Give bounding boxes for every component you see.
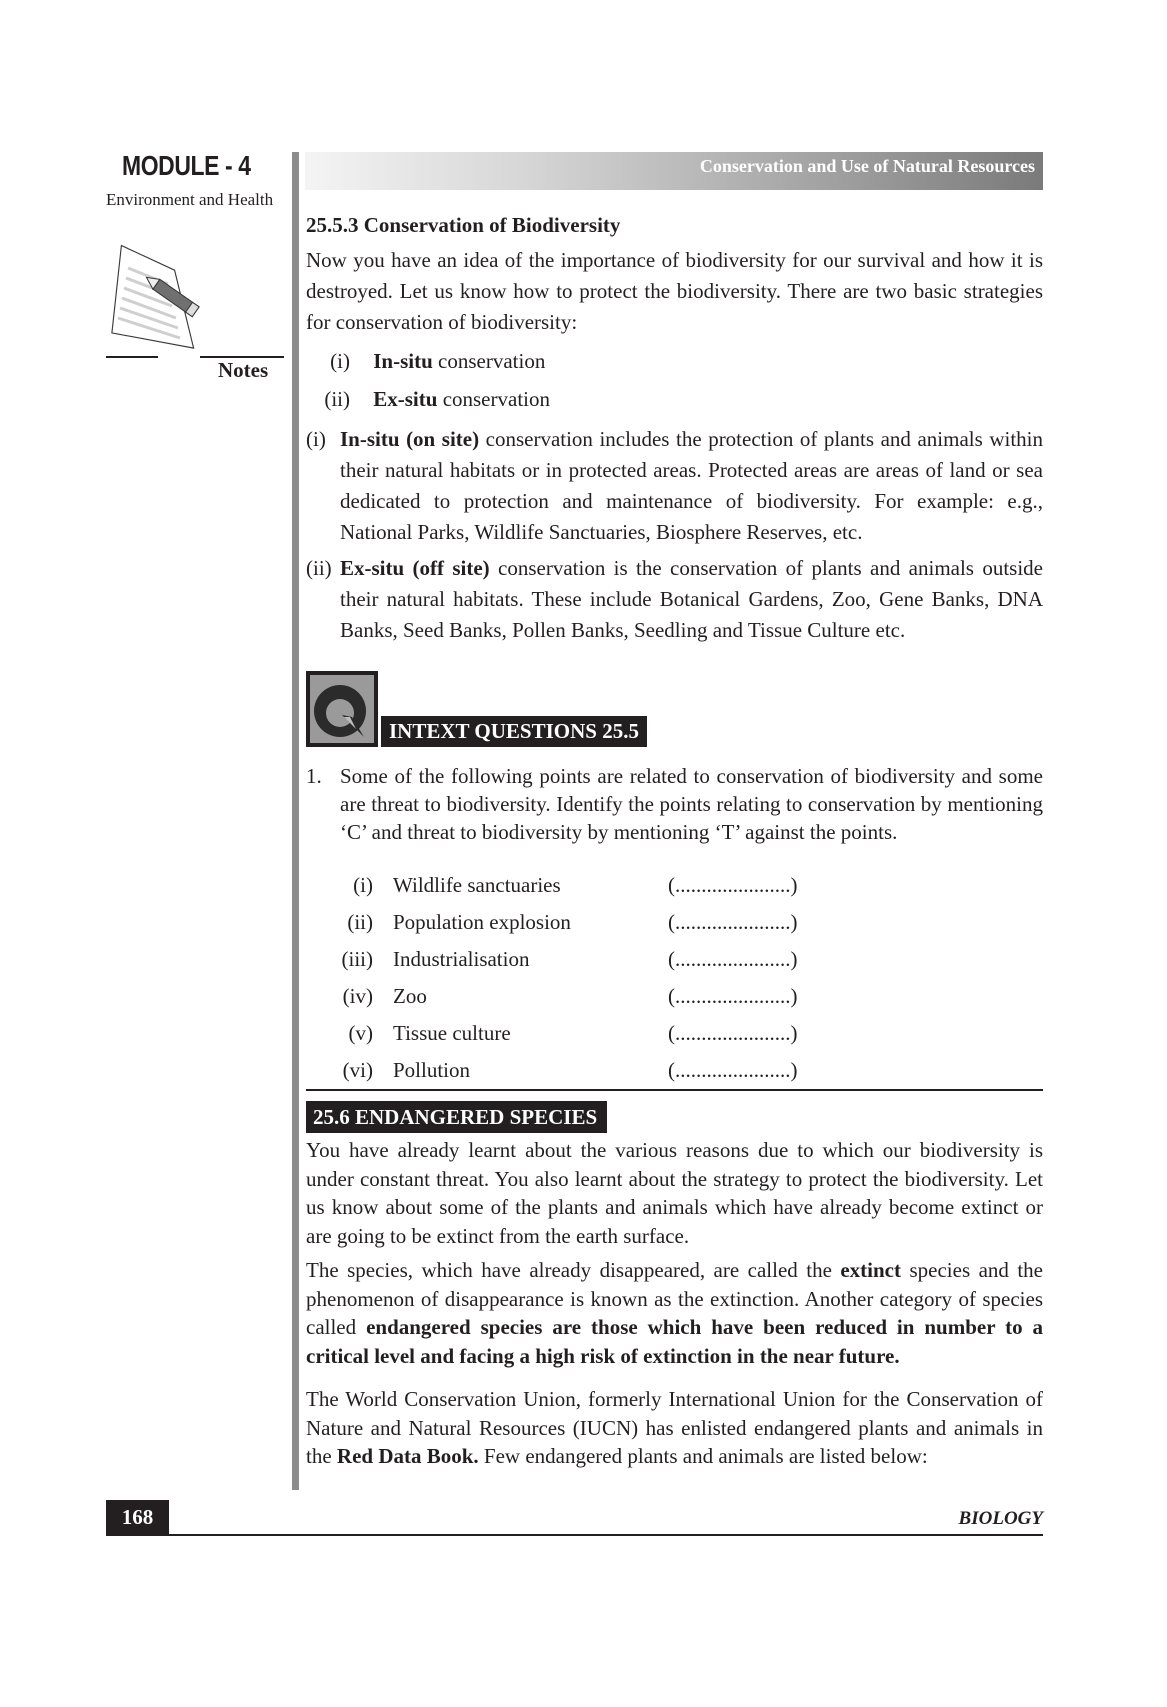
intext-questions-title: INTEXT QUESTIONS 25.5: [381, 716, 647, 747]
answer-blank[interactable]: (......................): [668, 1058, 798, 1082]
question-1: [306, 762, 1043, 846]
paragraph-text: You have already learnt about the various reasons due to which our biodiversity is under constant threat. You also learnt about the strategy to protect the biodiversity. Let us know about some of the plants and animals which have already become extinct or are going to be extinct from the earth surface.: [306, 1138, 1043, 1248]
answer-blank[interactable]: (......................): [668, 1021, 798, 1045]
answer-num: (vi): [342, 1058, 373, 1082]
footer-rule: [106, 1534, 1043, 1536]
text-run: Few endangered plants and animals are listed below:: [478, 1444, 928, 1468]
question-num: 1.: [306, 764, 322, 788]
intro-text: Now you have an idea of the importance of biodiversity for our survival and how it is destroyed. Let us know how to protect the biodiversity. There are two basic strategies for conservation of biodiversity:: [306, 248, 1043, 334]
notes-divider-left: [106, 356, 158, 358]
definition-num: (ii): [306, 556, 332, 580]
strategy-item: [306, 387, 550, 412]
definition-in-situ: [306, 424, 1043, 548]
strategy-term: Ex-situ: [373, 387, 438, 411]
definition-body: conservation is the conservation of plants and animals outside their natural habitats. These include Botanical Gardens, Zoo, Gene Banks, DNA Banks, Seed Banks, Pollen Banks, Seedling and Tissue Culture etc.: [340, 556, 1043, 642]
definition-ex-situ: [306, 553, 1043, 646]
strategy-rest: conservation: [432, 349, 546, 373]
answer-num: (iv): [342, 984, 373, 1008]
answer-label: Population explosion: [393, 910, 571, 934]
definition-term: Ex-situ (off site): [340, 556, 490, 580]
answer-blank[interactable]: (......................): [668, 984, 798, 1008]
answer-num: (ii): [347, 910, 373, 934]
strategy-rest: conservation: [437, 387, 550, 411]
strategy-num: (ii): [324, 387, 350, 411]
intro-paragraph: [306, 245, 1043, 338]
text-run: species and the phenomenon of disappearance is known as the extinction. Another category of species called: [306, 1258, 1044, 1339]
paragraph-text: [306, 1385, 1043, 1471]
definition-term: In-situ (on site): [340, 427, 480, 451]
term-red-data-book: Red Data Book.: [336, 1444, 479, 1468]
section-divider: [306, 1089, 1043, 1091]
answer-label: Tissue culture: [393, 1021, 511, 1045]
answer-label: Pollution: [393, 1058, 471, 1082]
answer-num: (iii): [341, 947, 373, 971]
footer-subject: BIOLOGY: [958, 1508, 1043, 1529]
answer-label: Industrialisation: [393, 947, 530, 971]
answer-item: [306, 984, 826, 1014]
answer-label: Wildlife sanctuaries: [393, 873, 561, 897]
endangered-paragraph-1: [306, 1136, 1043, 1250]
definition-text: [340, 424, 1043, 548]
answer-num: (v): [348, 1021, 373, 1045]
page-number: 168: [106, 1500, 169, 1536]
paragraph-text: [306, 1256, 1043, 1370]
question-text: Some of the following points are related to conservation of biodiversity and some are threat to biodiversity. Identify the points relating to conservation by mentioning ‘C’ and threat to biodiversity by mentioning ‘T’ against the points.: [340, 764, 1043, 844]
module-subtitle: Environment and Health: [106, 190, 274, 209]
section-heading-25-5-3: 25.5.3 Conservation of Biodiversity: [306, 213, 621, 237]
answer-blank[interactable]: (......................): [668, 873, 798, 897]
definition-body: conservation includes the protection of plants and animals within their natural habitats or in protected areas. Protected areas are areas of land or sea dedicated to protection and maintenance of biodiversity. For example: e.g., National Parks, Wildlife Sanctuaries, Biosphere Reserves, etc.: [340, 427, 1043, 544]
running-header: [305, 152, 1043, 190]
answer-blank[interactable]: (......................): [668, 910, 798, 934]
answer-num: (i): [353, 873, 373, 897]
section-heading-25-6: 25.6 ENDANGERED SPECIES: [306, 1101, 607, 1133]
module-title: MODULE - 4: [122, 150, 251, 181]
answer-blank[interactable]: (......................): [668, 947, 798, 971]
strategy-item: [306, 349, 545, 374]
term-extinct: extinct: [840, 1258, 902, 1282]
answer-item: [306, 947, 826, 977]
running-header-title: Conservation and Use of Natural Resources: [699, 156, 1035, 176]
answer-item: [306, 1058, 826, 1088]
text-run: The World Conservation Union, formerly International Union for the Conservation of Nature and Natural Resources (IUCN) has enlisted endangered plants and animals in the: [306, 1387, 1043, 1468]
definition-text: [340, 553, 1043, 646]
definition-num: (i): [306, 427, 326, 451]
answer-item: [306, 910, 826, 940]
question-q-icon: [306, 671, 378, 747]
endangered-paragraph-2: [306, 1256, 1043, 1370]
strategy-term: In-situ: [373, 349, 433, 373]
answer-item: [306, 873, 826, 903]
text-run: The species, which have already disappeared, are called the: [306, 1258, 841, 1282]
endangered-paragraph-3: [306, 1385, 1043, 1471]
strategy-num: (i): [330, 349, 350, 373]
vertical-margin-rule: [292, 152, 299, 1490]
notes-pencil-icon: [106, 240, 216, 350]
notes-label: Notes: [218, 358, 269, 382]
answer-label: Zoo: [393, 984, 427, 1008]
answer-item: [306, 1021, 826, 1051]
definition-endangered: endangered species are those which have been reduced in number to a critical level and facing a high risk of extinction in the near future.: [306, 1315, 1043, 1368]
